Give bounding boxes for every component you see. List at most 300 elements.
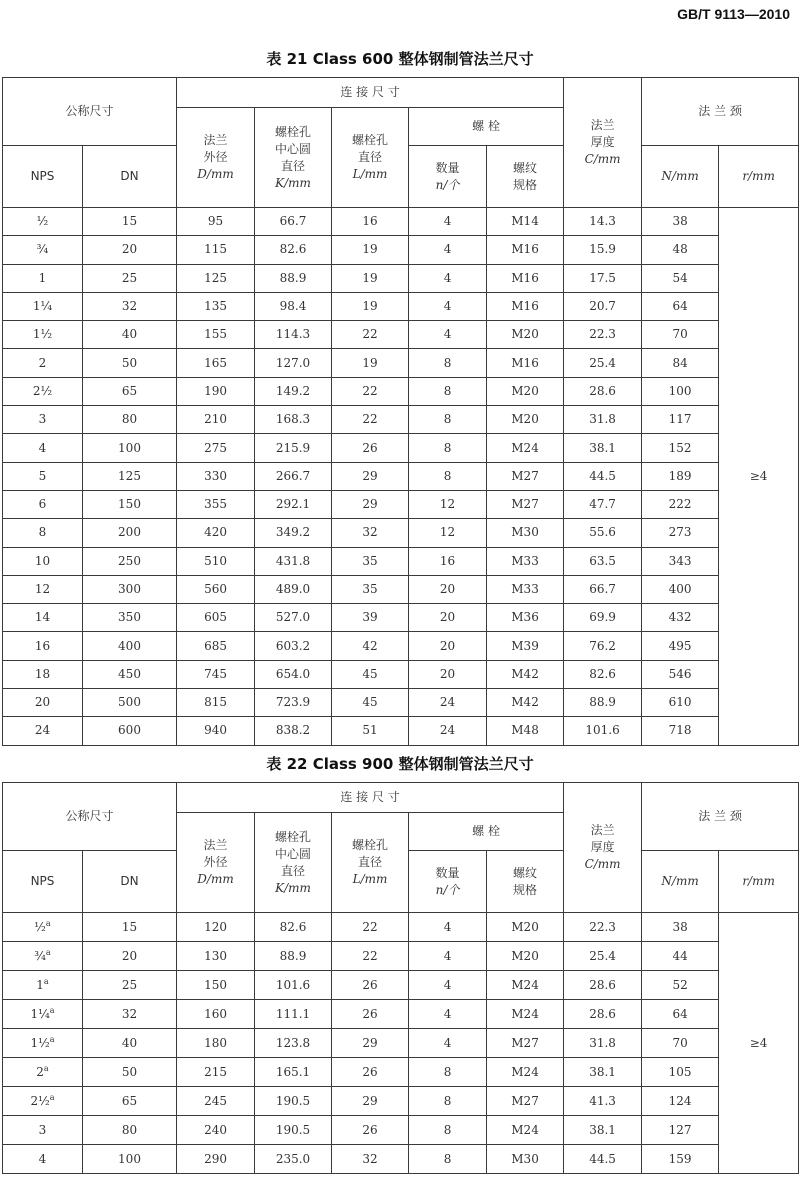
header-bolts: 螺 栓 — [409, 813, 564, 851]
table-cell: 100 — [83, 1145, 177, 1174]
table-cell: M24 — [487, 971, 564, 1000]
table-cell: 155 — [177, 321, 255, 349]
table-cell: 38 — [642, 208, 719, 236]
table-cell: 940 — [177, 717, 255, 745]
table-cell: 22 — [332, 942, 409, 971]
table-cell: 235.0 — [255, 1145, 332, 1174]
table-cell: M39 — [487, 632, 564, 660]
table-cell: 4 — [409, 1029, 487, 1058]
table-cell: 4 — [409, 292, 487, 320]
table-row — [3, 1087, 799, 1116]
table-row — [3, 349, 799, 377]
table-cell: 28.6 — [564, 971, 642, 1000]
table-cell: 1$^a$ — [3, 971, 83, 1000]
table-cell: 8 — [409, 349, 487, 377]
table-cell: 19 — [332, 264, 409, 292]
table-cell: 2 — [3, 349, 83, 377]
table-cell: 510 — [177, 547, 255, 575]
header-bolt-circle: 螺栓孔 中心圆 直径 K/mm — [255, 813, 332, 913]
table-cell: 290 — [177, 1145, 255, 1174]
table-cell: 1½$^a$ — [3, 1029, 83, 1058]
table-cell: 4 — [409, 942, 487, 971]
table-cell: 84 — [642, 349, 719, 377]
table-row — [3, 632, 799, 660]
table-cell: 25.4 — [564, 942, 642, 971]
header-bolt-thread: 螺纹 规格 — [487, 146, 564, 208]
table-cell: 82.6 — [255, 236, 332, 264]
table-cell: 31.8 — [564, 1029, 642, 1058]
table-cell: 70 — [642, 321, 719, 349]
table-row — [3, 689, 799, 717]
table-cell: 400 — [642, 575, 719, 603]
table-cell: 95 — [177, 208, 255, 236]
table-cell: 4 — [409, 1000, 487, 1029]
table-cell: 25.4 — [564, 349, 642, 377]
table-cell: 165 — [177, 349, 255, 377]
table-cell: 22 — [332, 377, 409, 405]
table-cell: 82.6 — [255, 913, 332, 942]
table-cell: 26 — [332, 1116, 409, 1145]
table-cell: 745 — [177, 660, 255, 688]
table-cell: 65 — [83, 1087, 177, 1116]
table-row — [3, 208, 799, 236]
table-cell: 47.7 — [564, 490, 642, 518]
table-row — [3, 660, 799, 688]
header-connection-dims: 连 接 尺 寸 — [177, 783, 564, 813]
table-cell: 25 — [83, 264, 177, 292]
table-cell: 40 — [83, 321, 177, 349]
table-cell: 20 — [83, 236, 177, 264]
table-22 — [2, 782, 799, 1174]
table-cell: 150 — [83, 490, 177, 518]
header-neck-n: N/mm — [642, 146, 719, 208]
table-cell: M30 — [487, 1145, 564, 1174]
table-cell: M20 — [487, 942, 564, 971]
table-cell: M24 — [487, 1116, 564, 1145]
table-cell: 489.0 — [255, 575, 332, 603]
table-cell: 38.1 — [564, 1058, 642, 1087]
table-cell: 29 — [332, 490, 409, 518]
table-cell: 32 — [332, 1145, 409, 1174]
header-flange-neck: 法 兰 颈 — [642, 783, 799, 851]
table-cell: 38 — [642, 913, 719, 942]
table-21-title: 表 21 Class 600 整体钢制管法兰尺寸 — [266, 50, 534, 68]
footnote-mark: a — [43, 976, 49, 986]
table-cell: 28.6 — [564, 377, 642, 405]
table-cell: 6 — [3, 490, 83, 518]
header-connection-dims: 连 接 尺 寸 — [177, 78, 564, 108]
header-bolt-thread: 螺纹 规格 — [487, 851, 564, 913]
table-cell: 527.0 — [255, 604, 332, 632]
table-cell: 838.2 — [255, 717, 332, 745]
table-cell: 10 — [3, 547, 83, 575]
table-cell: M16 — [487, 236, 564, 264]
table-row — [3, 913, 799, 942]
table-cell: 15 — [83, 208, 177, 236]
table-cell: 16 — [409, 547, 487, 575]
table-cell: 100 — [83, 434, 177, 462]
table-cell: 723.9 — [255, 689, 332, 717]
table-cell: 12 — [409, 490, 487, 518]
table-cell: 63.5 — [564, 547, 642, 575]
table-cell: 100 — [642, 377, 719, 405]
table-cell: 250 — [83, 547, 177, 575]
table-cell: M14 — [487, 208, 564, 236]
table-cell: 190 — [177, 377, 255, 405]
header-bolt-hole: 螺栓孔 直径 L/mm — [332, 813, 409, 913]
table-cell: 51 — [332, 717, 409, 745]
table-cell: 432 — [642, 604, 719, 632]
table-cell: 115 — [177, 236, 255, 264]
table-cell: M20 — [487, 321, 564, 349]
table-row — [3, 406, 799, 434]
table-cell: 88.9 — [255, 264, 332, 292]
table-cell: 159 — [642, 1145, 719, 1174]
footnote-mark: a — [49, 1005, 55, 1015]
table-cell: 35 — [332, 547, 409, 575]
table-cell: 4 — [3, 1145, 83, 1174]
table-cell: M27 — [487, 462, 564, 490]
header-nps: NPS — [3, 146, 83, 208]
table-cell: 26 — [332, 1058, 409, 1087]
table-cell: M16 — [487, 292, 564, 320]
table-cell: 15.9 — [564, 236, 642, 264]
table-cell: 189 — [642, 462, 719, 490]
table-cell: 300 — [83, 575, 177, 603]
table-cell: 1½ — [3, 321, 83, 349]
table-cell: 20 — [409, 632, 487, 660]
header-nps: NPS — [3, 851, 83, 913]
table-row — [3, 942, 799, 971]
table-cell: 4 — [409, 208, 487, 236]
table-row — [3, 1058, 799, 1087]
table-cell: 24 — [3, 717, 83, 745]
table-row — [3, 717, 799, 745]
table-cell: 605 — [177, 604, 255, 632]
table-cell: 32 — [332, 519, 409, 547]
table-cell: 28.6 — [564, 1000, 642, 1029]
standard-number: GB/T 9113—2010 — [677, 6, 790, 22]
table-row — [3, 292, 799, 320]
table-cell: 275 — [177, 434, 255, 462]
table-cell: 20 — [409, 660, 487, 688]
table-cell: 420 — [177, 519, 255, 547]
table-cell: 3 — [3, 406, 83, 434]
table-cell: 19 — [332, 292, 409, 320]
footnote-mark: a — [45, 947, 51, 957]
table-cell: 2½$^a$ — [3, 1087, 83, 1116]
table-cell: M42 — [487, 660, 564, 688]
neck-radius-cell: ≥4 — [719, 208, 799, 746]
header-flange-thickness: 法兰 厚度 C/mm — [564, 78, 642, 208]
header-nominal-size: 公称尺寸 — [3, 783, 177, 851]
table-cell: 105 — [642, 1058, 719, 1087]
table-cell: 48 — [642, 236, 719, 264]
table-cell: 560 — [177, 575, 255, 603]
table-row — [3, 321, 799, 349]
table-cell: 44 — [642, 942, 719, 971]
table-cell: 50 — [83, 349, 177, 377]
table-cell: 64 — [642, 1000, 719, 1029]
table-cell: 450 — [83, 660, 177, 688]
table-cell: 64 — [642, 292, 719, 320]
table-cell: 42 — [332, 632, 409, 660]
table-cell: 20.7 — [564, 292, 642, 320]
header-bolt-qty: 数量 n/个 — [409, 851, 487, 913]
table-cell: M16 — [487, 349, 564, 377]
table-cell: 8 — [409, 1087, 487, 1116]
table-cell: 815 — [177, 689, 255, 717]
table-cell: 38.1 — [564, 1116, 642, 1145]
table-cell: 32 — [83, 1000, 177, 1029]
table-cell: 82.6 — [564, 660, 642, 688]
table-cell: 111.1 — [255, 1000, 332, 1029]
header-flange-od: 法兰 外径 D/mm — [177, 108, 255, 208]
table-cell: M20 — [487, 406, 564, 434]
table-cell: 431.8 — [255, 547, 332, 575]
table-cell: M24 — [487, 1000, 564, 1029]
footnote-mark: a — [45, 918, 51, 928]
table-cell: 603.2 — [255, 632, 332, 660]
table-21 — [2, 77, 799, 746]
table-cell: 685 — [177, 632, 255, 660]
table-cell: 125 — [83, 462, 177, 490]
table-cell: 29 — [332, 462, 409, 490]
header-nominal-size: 公称尺寸 — [3, 78, 177, 146]
header-neck-r: r/mm — [719, 851, 799, 913]
table-cell: 26 — [332, 1000, 409, 1029]
table-cell: 349.2 — [255, 519, 332, 547]
table-cell: 66.7 — [255, 208, 332, 236]
table-cell: 24 — [409, 689, 487, 717]
table-cell: 4 — [409, 264, 487, 292]
header-flange-neck: 法 兰 颈 — [642, 78, 799, 146]
table-cell: 29 — [332, 1029, 409, 1058]
table-cell: 26 — [332, 434, 409, 462]
table-cell: 168.3 — [255, 406, 332, 434]
table-cell: 26 — [332, 971, 409, 1000]
table-cell: 14 — [3, 604, 83, 632]
table-cell: 24 — [409, 717, 487, 745]
table-cell: 15 — [83, 913, 177, 942]
header-bolts: 螺 栓 — [409, 108, 564, 146]
table-cell: 350 — [83, 604, 177, 632]
table-cell: 70 — [642, 1029, 719, 1058]
table-cell: 160 — [177, 1000, 255, 1029]
table-cell: 39 — [332, 604, 409, 632]
table-cell: 180 — [177, 1029, 255, 1058]
header-bolt-circle: 螺栓孔 中心圆 直径 K/mm — [255, 108, 332, 208]
table-cell: 52 — [642, 971, 719, 1000]
table-cell: 4 — [409, 321, 487, 349]
footnote-mark: a — [49, 1092, 55, 1102]
table-cell: 19 — [332, 349, 409, 377]
table-cell: 190.5 — [255, 1116, 332, 1145]
table-cell: M42 — [487, 689, 564, 717]
table-cell: 18 — [3, 660, 83, 688]
table-cell: 12 — [409, 519, 487, 547]
table-cell: 5 — [3, 462, 83, 490]
table-cell: 127 — [642, 1116, 719, 1145]
table-cell: M24 — [487, 1058, 564, 1087]
table-cell: 22 — [332, 321, 409, 349]
table-cell: 12 — [3, 575, 83, 603]
header-neck-r: r/mm — [719, 146, 799, 208]
table-cell: 20 — [83, 942, 177, 971]
table-cell: 22.3 — [564, 913, 642, 942]
table-cell: 20 — [409, 575, 487, 603]
table-row — [3, 971, 799, 1000]
table-cell: M27 — [487, 1087, 564, 1116]
table-cell: ½$^a$ — [3, 913, 83, 942]
table-row — [3, 604, 799, 632]
header-dn: DN — [83, 851, 177, 913]
table-cell: 114.3 — [255, 321, 332, 349]
table-cell: 22 — [332, 406, 409, 434]
table-cell: 1 — [3, 264, 83, 292]
table-cell: 123.8 — [255, 1029, 332, 1058]
table-cell: M48 — [487, 717, 564, 745]
table-cell: 292.1 — [255, 490, 332, 518]
table-cell: 120 — [177, 913, 255, 942]
table-cell: 8 — [3, 519, 83, 547]
table-row — [3, 1145, 799, 1174]
table-cell: 610 — [642, 689, 719, 717]
table-cell: 8 — [409, 1058, 487, 1087]
table-row — [3, 1116, 799, 1145]
table-cell: 22.3 — [564, 321, 642, 349]
table-cell: 546 — [642, 660, 719, 688]
table-cell: 29 — [332, 1087, 409, 1116]
table-22-title: 表 22 Class 900 整体钢制管法兰尺寸 — [266, 755, 534, 773]
table-cell: 17.5 — [564, 264, 642, 292]
table-cell: 125 — [177, 264, 255, 292]
table-cell: ¾ — [3, 236, 83, 264]
table-cell: 88.9 — [564, 689, 642, 717]
table-cell: 135 — [177, 292, 255, 320]
table-cell: 500 — [83, 689, 177, 717]
table-cell: M30 — [487, 519, 564, 547]
footnote-mark: a — [43, 1063, 49, 1073]
header-dn: DN — [83, 146, 177, 208]
table-cell: 330 — [177, 462, 255, 490]
table-cell: 1¼$^a$ — [3, 1000, 83, 1029]
table-cell: M24 — [487, 434, 564, 462]
table-cell: 495 — [642, 632, 719, 660]
table-cell: 8 — [409, 1116, 487, 1145]
table-cell: 31.8 — [564, 406, 642, 434]
table-cell: 343 — [642, 547, 719, 575]
table-row — [3, 1029, 799, 1058]
table-row — [3, 1000, 799, 1029]
table-cell: 19 — [332, 236, 409, 264]
table-cell: M33 — [487, 575, 564, 603]
table-row — [3, 377, 799, 405]
table-cell: 22 — [332, 913, 409, 942]
table-cell: 16 — [3, 632, 83, 660]
table-cell: 80 — [83, 1116, 177, 1145]
table-row — [3, 236, 799, 264]
table-cell: 35 — [332, 575, 409, 603]
table-cell: 4 — [3, 434, 83, 462]
table-cell: 4 — [409, 913, 487, 942]
table-cell: 149.2 — [255, 377, 332, 405]
table-cell: 117 — [642, 406, 719, 434]
table-cell: 44.5 — [564, 1145, 642, 1174]
table-cell: 273 — [642, 519, 719, 547]
table-cell: 45 — [332, 689, 409, 717]
table-cell: 20 — [409, 604, 487, 632]
table-cell: 50 — [83, 1058, 177, 1087]
table-row — [3, 434, 799, 462]
table-cell: 210 — [177, 406, 255, 434]
table-cell: 165.1 — [255, 1058, 332, 1087]
table-cell: 222 — [642, 490, 719, 518]
table-cell: 215.9 — [255, 434, 332, 462]
table-cell: 66.7 — [564, 575, 642, 603]
table-cell: 25 — [83, 971, 177, 1000]
table-cell: 8 — [409, 434, 487, 462]
table-cell: 54 — [642, 264, 719, 292]
table-cell: M33 — [487, 547, 564, 575]
footnote-mark: a — [49, 1034, 55, 1044]
table-cell: 400 — [83, 632, 177, 660]
table-cell: 4 — [409, 971, 487, 1000]
table-cell: 41.3 — [564, 1087, 642, 1116]
table-cell: 32 — [83, 292, 177, 320]
table-cell: 150 — [177, 971, 255, 1000]
table-cell: 240 — [177, 1116, 255, 1145]
table-row — [3, 264, 799, 292]
table-cell: 8 — [409, 377, 487, 405]
table-cell: 8 — [409, 462, 487, 490]
header-flange-od: 法兰 外径 D/mm — [177, 813, 255, 913]
table-row — [3, 490, 799, 518]
table-cell: 1¼ — [3, 292, 83, 320]
table-cell: 101.6 — [564, 717, 642, 745]
table-cell: M20 — [487, 377, 564, 405]
table-cell: 69.9 — [564, 604, 642, 632]
table-cell: 3 — [3, 1116, 83, 1145]
table-row — [3, 462, 799, 490]
table-cell: 4 — [409, 236, 487, 264]
table-cell: 16 — [332, 208, 409, 236]
table-cell: M20 — [487, 913, 564, 942]
table-row — [3, 547, 799, 575]
table-cell: 45 — [332, 660, 409, 688]
table-cell: 355 — [177, 490, 255, 518]
table-cell: M36 — [487, 604, 564, 632]
table-cell: 245 — [177, 1087, 255, 1116]
table-cell: 124 — [642, 1087, 719, 1116]
table-cell: 65 — [83, 377, 177, 405]
table-row — [3, 575, 799, 603]
table-cell: 14.3 — [564, 208, 642, 236]
table-cell: 718 — [642, 717, 719, 745]
table-cell: 8 — [409, 406, 487, 434]
table-cell: 600 — [83, 717, 177, 745]
table-cell: 200 — [83, 519, 177, 547]
table-cell: M27 — [487, 1029, 564, 1058]
header-bolt-qty: 数量 n/个 — [409, 146, 487, 208]
header-flange-thickness: 法兰 厚度 C/mm — [564, 783, 642, 913]
table-cell: 130 — [177, 942, 255, 971]
neck-radius-cell: ≥4 — [719, 913, 799, 1174]
table-cell: 8 — [409, 1145, 487, 1174]
table-cell: 2$^a$ — [3, 1058, 83, 1087]
table-cell: M16 — [487, 264, 564, 292]
table-cell: 152 — [642, 434, 719, 462]
